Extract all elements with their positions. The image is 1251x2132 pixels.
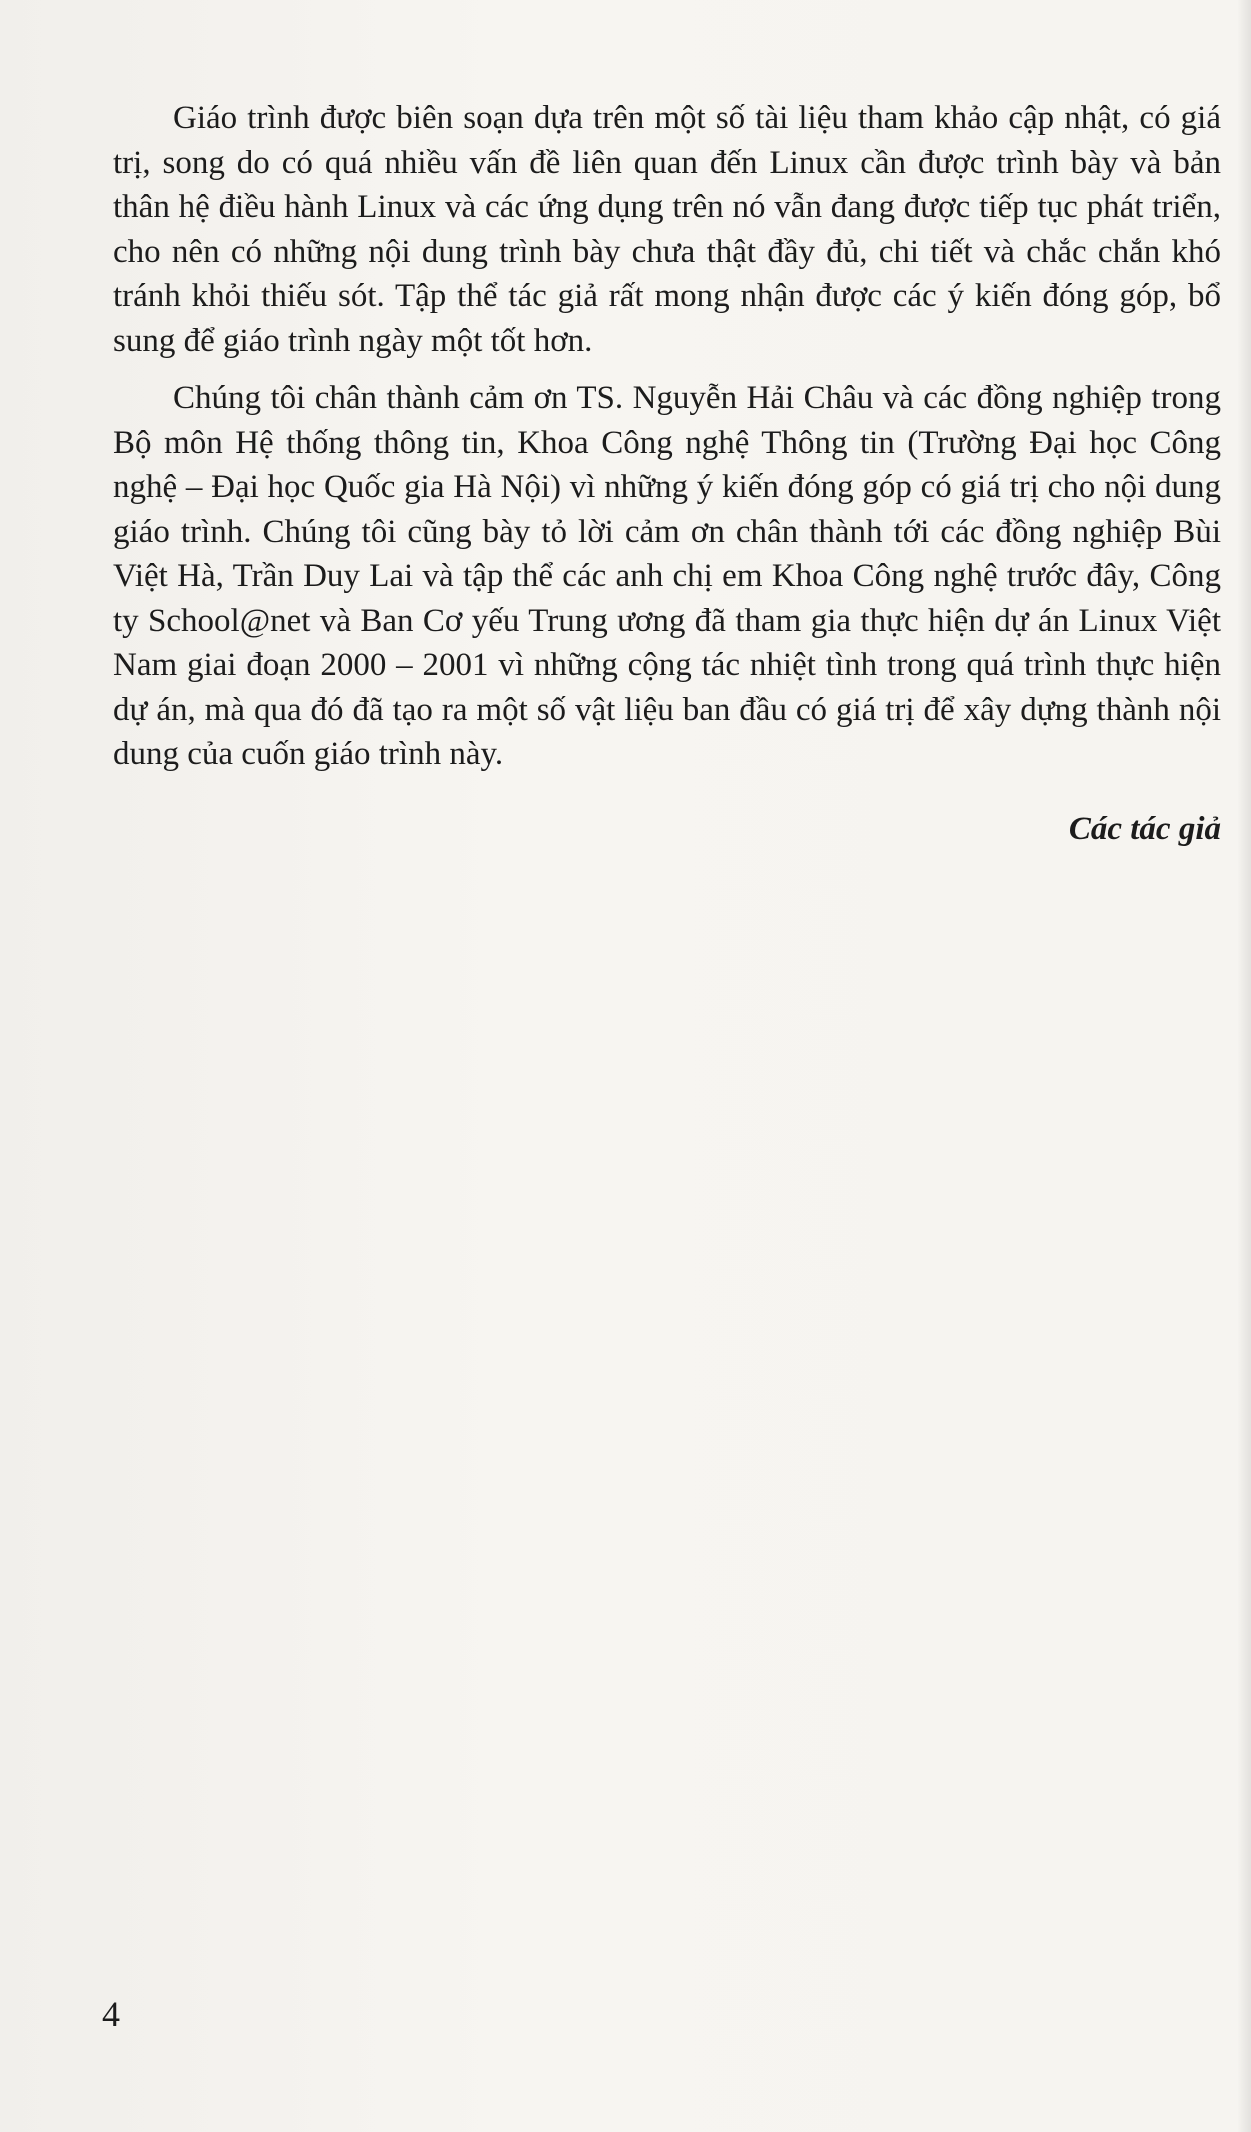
author-signature: Các tác giả xyxy=(1068,810,1221,847)
page-edge-shadow xyxy=(1237,0,1251,2132)
preface-paragraph-1: Giáo trình được biên soạn dựa trên một số tài liệu tham khảo cập nhật, có giá trị, song do có quá nhiều vấn đề liên quan đến Linux cần được trình bày và bản thân hệ điều hành Linux và các ứng dụng trên nó vẫn đang được tiếp tục phát triển, cho nên có những nội dung trình bày chưa thật đầy đủ, chi tiết và chắc chắn khó tránh khỏi thiếu sót. Tập thể tác giả rất mong nhận được các ý kiến đóng góp, bổ sung để giáo trình ngày một tốt hơn. xyxy=(113,100,1221,359)
preface-paragraph-2: Chúng tôi chân thành cảm ơn TS. Nguyễn Hải Châu và các đồng nghiệp trong Bộ môn Hệ thống thông tin, Khoa Công nghệ Thông tin (Trường Đại học Công nghệ – Đại học Quốc gia Hà Nội) vì những ý kiến đóng góp có giá trị cho nội dung giáo trình. Chúng tôi cũng bày tỏ lời cảm ơn chân thành tới các đồng nghiệp Bùi Việt Hà, Trần Duy Lai và tập thể các anh chị em Khoa Công nghệ trước đây, Công ty School@net và Ban Cơ yếu Trung ương đã tham gia thực hiện dự án Linux Việt Nam giai đoạn 2000 – 2001 vì những cộng tác nhiệt tình trong quá trình thực hiện dự án, mà qua đó đã tạo ra một số vật liệu ban đầu có giá trị để xây dựng thành nội dung của cuốn giáo trình này. xyxy=(113,380,1221,772)
page-number: 4 xyxy=(102,1994,120,2034)
preface-text-block xyxy=(113,96,1221,851)
